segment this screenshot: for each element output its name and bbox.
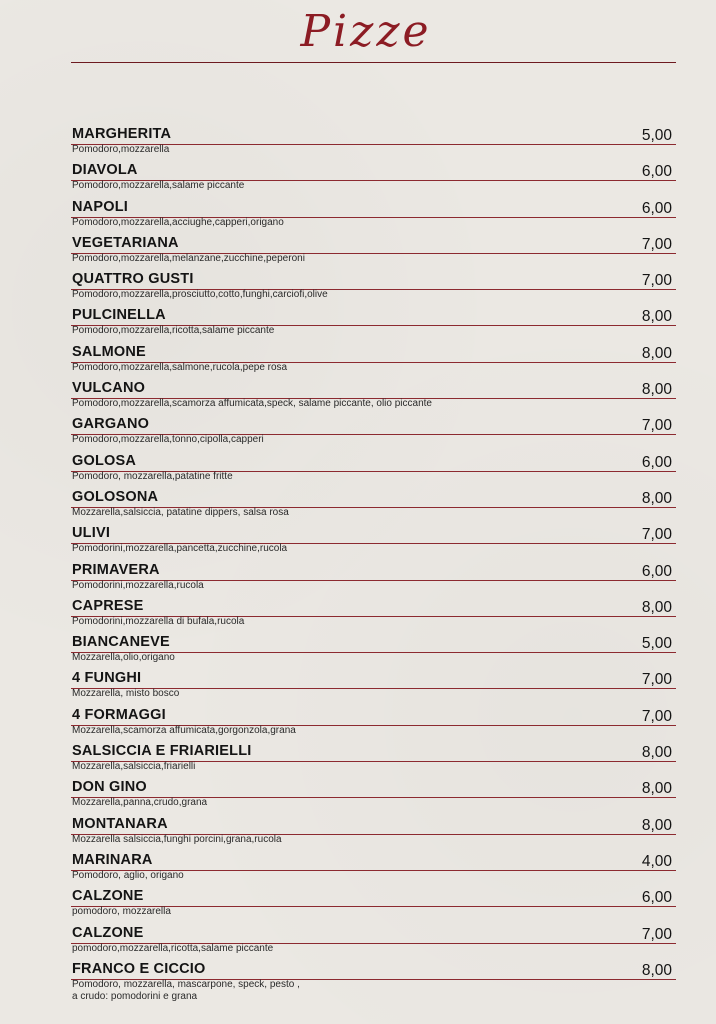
item-price: 8,00 bbox=[641, 381, 672, 399]
item-price: 6,00 bbox=[641, 889, 672, 907]
item-name: CAPRESE bbox=[72, 597, 144, 614]
menu-item bbox=[71, 925, 676, 961]
menu-item bbox=[71, 743, 676, 779]
item-description: Pomodoro,mozzarella,salame piccante bbox=[72, 180, 245, 192]
menu-item bbox=[71, 525, 676, 561]
item-price: 5,00 bbox=[641, 635, 672, 653]
item-name: CALZONE bbox=[72, 924, 144, 941]
menu-item bbox=[71, 562, 676, 598]
item-price: 8,00 bbox=[641, 489, 672, 507]
item-name: CALZONE bbox=[72, 888, 144, 905]
item-name: MARGHERITA bbox=[72, 126, 172, 142]
menu-item bbox=[71, 453, 676, 489]
menu-item bbox=[71, 235, 676, 271]
menu-item bbox=[71, 707, 676, 743]
item-description: Pomodorini,mozzarella di bufala,rucola bbox=[72, 615, 245, 627]
menu-item bbox=[71, 489, 676, 525]
pizza-list bbox=[71, 126, 676, 1009]
item-name: SALMONE bbox=[72, 343, 146, 360]
item-description: Pomodoro,mozzarella,ricotta,salame piccante bbox=[72, 325, 275, 337]
menu-item bbox=[71, 344, 676, 380]
title-divider bbox=[71, 62, 676, 63]
item-price: 7,00 bbox=[641, 925, 672, 943]
menu-item bbox=[71, 888, 676, 924]
item-price: 7,00 bbox=[641, 526, 672, 544]
item-name: QUATTRO GUSTI bbox=[72, 271, 194, 288]
item-description: Pomodorini,mozzarella,rucola bbox=[72, 579, 204, 591]
menu-item bbox=[71, 162, 676, 198]
menu-item bbox=[71, 598, 676, 634]
item-description: Pomodorini,mozzarella,pancetta,zucchine,rucola bbox=[72, 543, 288, 555]
item-price: 8,00 bbox=[641, 598, 672, 616]
item-description: Mozzarella, misto bosco bbox=[72, 688, 180, 700]
item-description: Mozzarella,olio,origano bbox=[72, 652, 175, 664]
item-price: 8,00 bbox=[641, 780, 672, 798]
item-price: 6,00 bbox=[641, 199, 672, 217]
item-price: 7,00 bbox=[641, 417, 672, 435]
item-name: DON GINO bbox=[72, 779, 147, 796]
item-description: Pomodoro,mozzarella,scamorza affumicata,speck, salame piccante, olio piccante bbox=[72, 398, 432, 410]
item-description: Mozzarella,scamorza affumicata,gorgonzola,grana bbox=[72, 724, 296, 736]
menu-item bbox=[71, 634, 676, 670]
item-price: 8,00 bbox=[641, 344, 672, 362]
menu-item bbox=[71, 199, 676, 235]
item-price: 6,00 bbox=[641, 163, 672, 181]
item-name: ULIVI bbox=[72, 525, 111, 542]
menu-item bbox=[71, 416, 676, 452]
menu-item bbox=[71, 852, 676, 888]
item-description: Pomodoro, aglio, origano bbox=[72, 869, 184, 881]
item-description: Pomodoro,mozzarella,prosciutto,cotto,funghi,carciofi,olive bbox=[72, 289, 328, 301]
item-price: 8,00 bbox=[641, 744, 672, 762]
item-description: Mozzarella,salsiccia,friarielli bbox=[72, 761, 196, 773]
item-price: 4,00 bbox=[641, 852, 672, 870]
item-name: VEGETARIANA bbox=[72, 234, 179, 251]
item-description bbox=[72, 979, 300, 1003]
item-name: DIAVOLA bbox=[72, 162, 138, 179]
item-description: Pomodoro,mozzarella,acciughe,capperi,origano bbox=[72, 216, 284, 228]
item-description-line: Pomodoro, mozzarella, mascarpone, speck, pesto , bbox=[72, 978, 300, 990]
item-description: Pomodoro,mozzarella,salmone,rucola,pepe rosa bbox=[72, 361, 288, 373]
menu-item bbox=[71, 380, 676, 416]
item-name: VULCANO bbox=[72, 380, 146, 397]
item-name: BIANCANEVE bbox=[72, 634, 170, 651]
item-name: GOLOSA bbox=[72, 452, 137, 469]
item-name: 4 FUNGHI bbox=[72, 670, 142, 687]
item-price: 6,00 bbox=[641, 453, 672, 471]
item-name: PRIMAVERA bbox=[72, 561, 160, 578]
item-description: Pomodoro, mozzarella,patatine fritte bbox=[72, 470, 233, 482]
menu-item bbox=[71, 307, 676, 343]
item-description: Mozzarella salsiccia,funghi porcini,grana,rucola bbox=[72, 833, 282, 845]
item-price: 7,00 bbox=[641, 235, 672, 253]
menu-item bbox=[71, 779, 676, 815]
menu-item bbox=[71, 670, 676, 706]
item-name: MONTANARA bbox=[72, 815, 168, 832]
item-name: GARGANO bbox=[72, 416, 150, 433]
item-description: pomodoro, mozzarella bbox=[72, 906, 171, 918]
menu-item bbox=[71, 816, 676, 852]
item-price: 6,00 bbox=[641, 562, 672, 580]
item-price: 8,00 bbox=[641, 308, 672, 326]
item-description-line: a crudo: pomodorini e grana bbox=[72, 990, 198, 1002]
item-price: 8,00 bbox=[641, 961, 672, 979]
item-description: Pomodoro,mozzarella bbox=[72, 144, 170, 155]
item-price: 7,00 bbox=[641, 707, 672, 725]
item-price: 7,00 bbox=[641, 272, 672, 290]
item-name: MARINARA bbox=[72, 851, 153, 868]
item-name: 4 FORMAGGI bbox=[72, 706, 166, 723]
menu-item bbox=[71, 271, 676, 307]
item-price: 5,00 bbox=[641, 127, 672, 144]
item-description: Mozzarella,panna,crudo,grana bbox=[72, 797, 208, 809]
menu-item bbox=[71, 126, 676, 162]
item-name: PULCINELLA bbox=[72, 307, 166, 324]
item-description: pomodoro,mozzarella,ricotta,salame piccante bbox=[72, 942, 274, 954]
item-description: Pomodoro,mozzarella,tonno,cipolla,capperi bbox=[72, 434, 264, 446]
menu-item bbox=[71, 961, 676, 1009]
item-name: SALSICCIA E FRIARIELLI bbox=[72, 743, 252, 760]
item-name: GOLOSONA bbox=[72, 488, 159, 505]
item-description: Mozzarella,salsiccia, patatine dippers, salsa rosa bbox=[72, 506, 289, 518]
item-description: Pomodoro,mozzarella,melanzane,zucchine,peperoni bbox=[72, 252, 305, 264]
item-price: 8,00 bbox=[641, 816, 672, 834]
item-price: 7,00 bbox=[641, 671, 672, 689]
item-name: FRANCO E CICCIO bbox=[72, 960, 206, 977]
item-name: NAPOLI bbox=[72, 198, 128, 215]
menu-title: Pizze bbox=[300, 6, 432, 57]
